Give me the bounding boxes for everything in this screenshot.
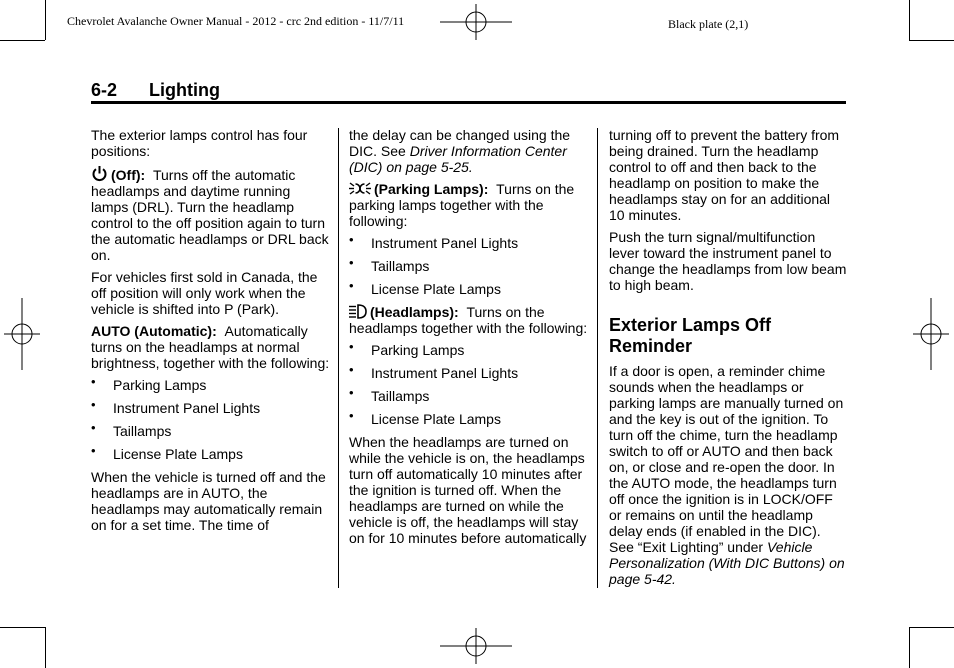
registration-mark-icon: [4, 298, 40, 370]
power-icon: [91, 165, 108, 182]
delay-paragraph: [349, 127, 589, 175]
crop-mark: [0, 40, 45, 41]
off-text: Turns off the automatic headlamps and daytime running lamps (DRL). Turn the headlamp control to the off position again to turn the automatic headlamps or DRL back on.: [91, 167, 329, 263]
list-item: • Taillamps: [349, 258, 589, 274]
off-paragraph: [91, 165, 331, 263]
auto-off-paragraph: When the headlamps are turned on while the vehicle is on, the headlamps turn off automatically 10 minutes after the ignition is turned off. When the headlamps are turned on while the vehicle is off, the headlamps will stay on for 10 minutes before automatically: [349, 434, 587, 546]
parking-lamps-icon: [349, 181, 371, 196]
list-item: • Instrument Panel Lights: [91, 400, 331, 416]
list-item: • License Plate Lamps: [91, 446, 331, 462]
section-heading: [91, 80, 220, 101]
auto-text: Automatically turns on the headlamps at normal brightness, together with the following:: [91, 323, 330, 371]
column-divider: [597, 128, 598, 588]
parking-label: (Parking Lamps):: [374, 181, 489, 197]
headlamps-paragraph: [349, 304, 589, 336]
auto-label: AUTO (Automatic):: [91, 323, 217, 339]
auto-paragraph: [91, 323, 331, 371]
headlamps-icon: [349, 304, 367, 319]
list-item: • Parking Lamps: [349, 342, 589, 358]
parking-paragraph: [349, 181, 589, 229]
crop-mark: [45, 0, 46, 40]
auto-list: [91, 377, 331, 462]
list-item: • License Plate Lamps: [349, 411, 589, 427]
headlamps-text: Turns on the headlamps together with the following:: [349, 304, 588, 336]
crop-mark: [0, 627, 45, 628]
continued-paragraph: turning off to prevent the battery from being drained. Turn the headlamp control to off and then back to the headlamp on position to make the headlamps stay on for an additional 10 minutes.: [609, 127, 840, 223]
list-item: • Instrument Panel Lights: [349, 235, 589, 251]
high-beam-paragraph: Push the turn signal/multifunction lever toward the instrument panel to change the headlamps from low beam to high beam.: [609, 229, 847, 293]
parking-text: Turns on the parking lamps together with the following:: [349, 181, 575, 229]
canada-paragraph: For vehicles first sold in Canada, the off position will only work when the vehicle is shifted into P (Park).: [91, 269, 318, 317]
print-header-title: Chevrolet Avalanche Owner Manual - 2012 - crc 2nd edition - 11/7/11: [67, 14, 405, 28]
delay-reference: Driver Information Center (DIC) on page 5-25.: [349, 143, 567, 175]
heading-rule: [91, 101, 846, 104]
list-item: • Instrument Panel Lights: [349, 365, 589, 381]
print-header-plate: Black plate (2,1): [668, 17, 749, 31]
list-item: • Taillamps: [91, 423, 331, 439]
list-item: • Taillamps: [349, 388, 589, 404]
column-divider: [338, 128, 339, 588]
intro-paragraph: The exterior lamps control has four positions:: [91, 127, 308, 159]
headlamps-list: [349, 342, 589, 427]
crop-mark: [909, 40, 954, 41]
headlamps-label: (Headlamps):: [370, 304, 459, 320]
reminder-text: If a door is open, a reminder chime sounds when the headlamps or parking lamps are manually turned on and the key is out of the ignition. To turn off the chime, turn the headlamp switch to off or AUTO and then back on, or close and re-open the door. In the AUTO mode, the headlamps turn off once the ignition is in LOCK/OFF or remains on until the headlamp delay ends (if enabled in the DIC). See “Exit Lighting” under: [609, 363, 844, 555]
reminder-paragraph: [609, 363, 849, 587]
list-item: • Parking Lamps: [91, 377, 331, 393]
list-item: • License Plate Lamps: [349, 281, 589, 297]
parking-list: [349, 235, 589, 297]
crop-mark: [909, 627, 910, 668]
reminder-reference: Vehicle Personalization (With DIC Buttons) on page 5-42.: [609, 539, 845, 587]
registration-mark-icon: [440, 4, 512, 40]
reminder-heading: Exterior Lamps Off Reminder: [609, 315, 772, 356]
crop-mark: [45, 627, 46, 668]
registration-mark-icon: [913, 298, 949, 370]
after-paragraph: When the vehicle is turned off and the headlamps are in AUTO, the headlamps may automatically remain on for a set time. The time of: [91, 469, 326, 533]
delay-text: the delay can be changed using the DIC. See: [349, 127, 571, 159]
column-2: [349, 127, 589, 552]
crop-mark: [909, 0, 910, 40]
column-3: [609, 127, 849, 593]
crop-mark: [909, 627, 954, 628]
section-title: Lighting: [149, 80, 220, 100]
column-1: [91, 127, 331, 539]
registration-mark-icon: [440, 628, 512, 664]
off-label: (Off):: [111, 167, 146, 183]
section-number: 6-2: [91, 80, 118, 100]
